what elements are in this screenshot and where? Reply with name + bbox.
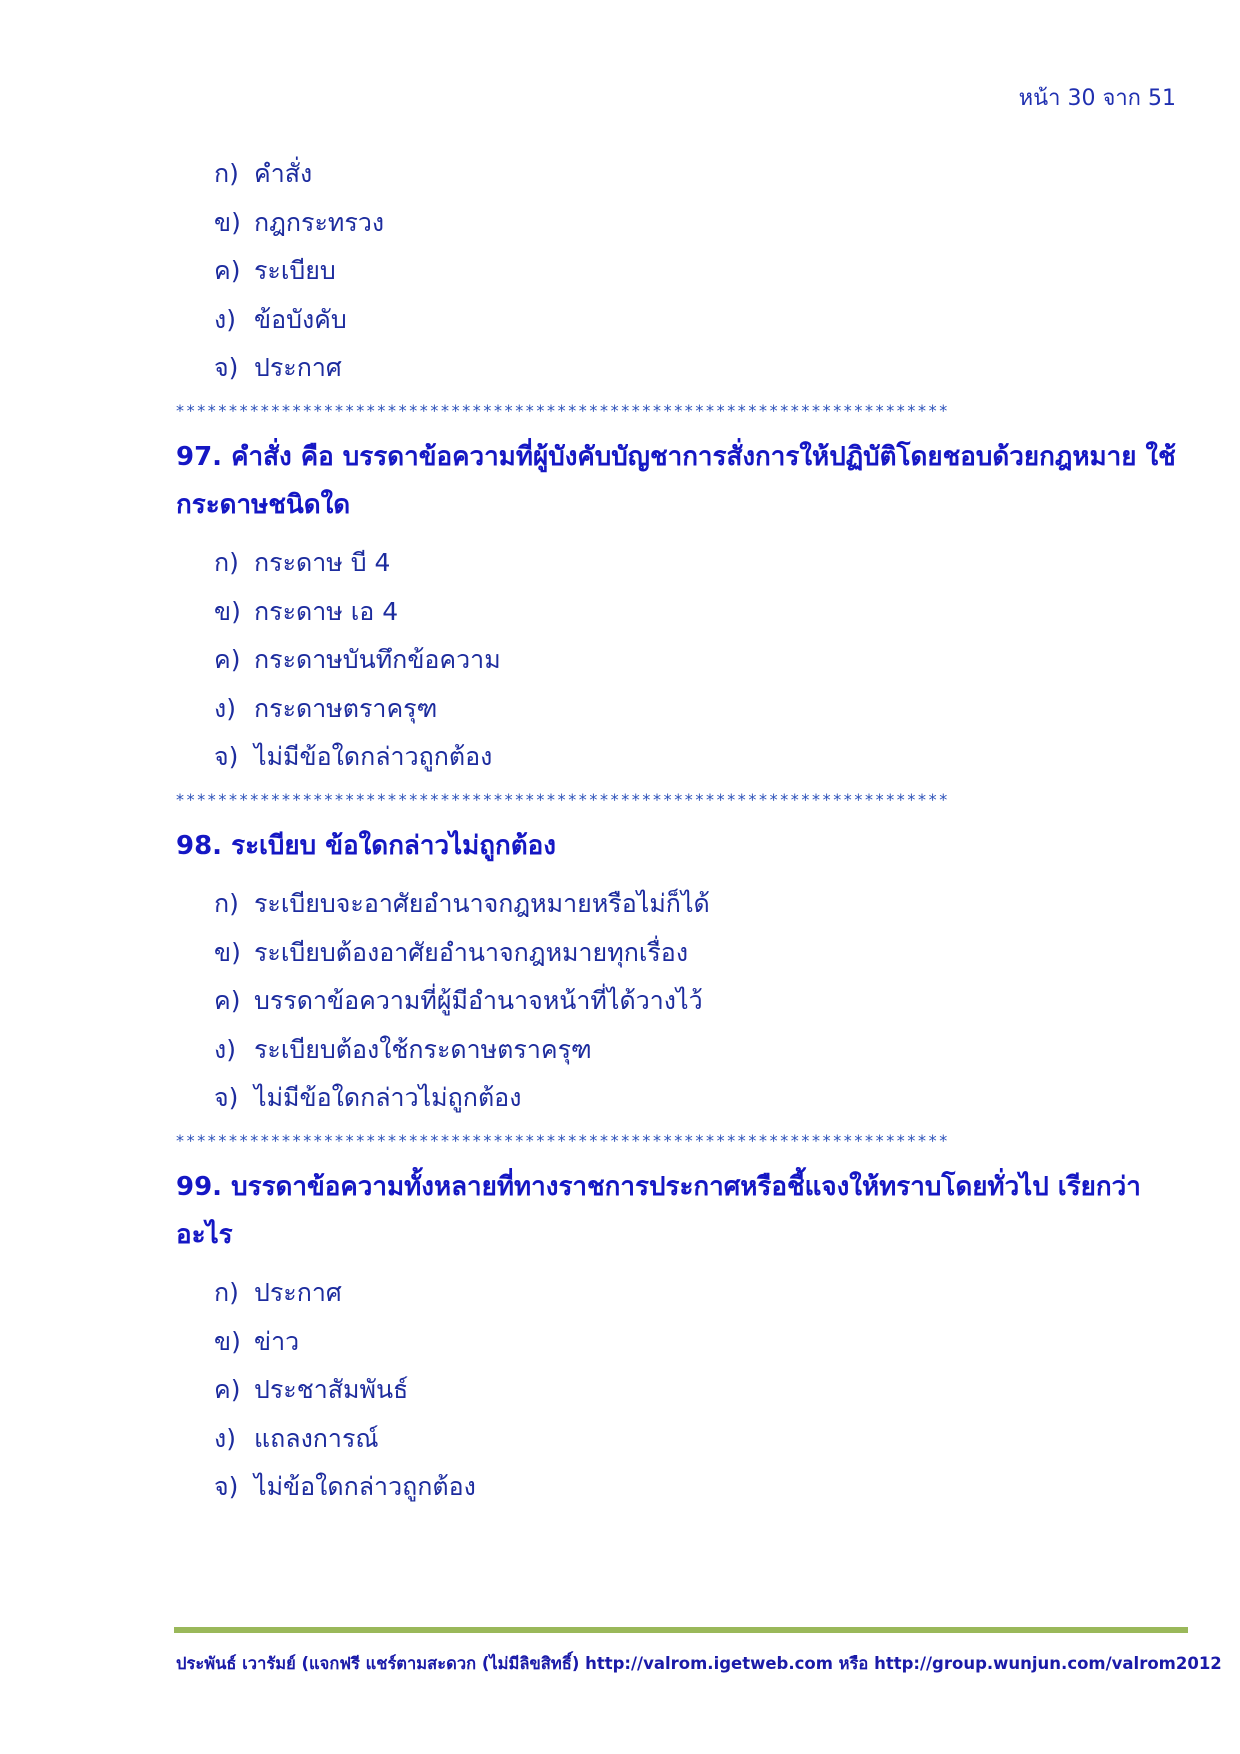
answer-choice [176,1318,1176,1367]
answer-choice [176,150,1176,199]
answer-choice [176,1366,1176,1415]
answer-choice [176,977,1176,1026]
question-text: 97. คำสั่ง คือ บรรดาข้อความที่ผู้บังคับบัญชาการสั่งการให้ปฏิบัติโดยชอบด้วยกฎหมาย ใช้กระดาษชนิดใด [176,441,1176,520]
choice-letter: ก) [214,888,239,918]
question-block [176,1163,1176,1512]
choice-letter: ง) [214,693,236,723]
choice-letter: ข) [214,1326,241,1356]
answer-choice [176,1463,1176,1512]
choice-text: ระเบียบต้องอาศัยอำนาจกฎหมายทุกเรื่อง [254,937,689,967]
choice-text: กระดาษบันทึกข้อความ [254,645,501,675]
choice-text: ข้อบังคับ [254,304,347,334]
choice-letter: จ) [214,742,239,772]
question-text: 99. บรรดาข้อความทั้งหลายที่ทางราชการประกาศหรือชี้แจงให้ทราบโดยทั่วไป เรียกว่าอะไร [176,1171,1141,1250]
choice-text: ไม่มีข้อใดกล่าวไม่ถูกต้อง [254,1083,522,1113]
choice-text: ประชาสัมพันธ์ [254,1375,409,1405]
question-block [176,822,1176,1159]
choice-text: ระเบียบจะอาศัยอำนาจกฎหมายหรือไม่ก็ได้ [254,888,710,918]
choice-text: ไม่ข้อใดกล่าวถูกต้อง [254,1472,476,1502]
choice-letter: จ) [214,1472,239,1502]
question-text: 98. ระเบียบ ข้อใดกล่าวไม่ถูกต้อง [176,830,556,861]
answer-choice [176,588,1176,637]
question-list [176,433,1176,1512]
choice-text: กระดาษ เอ 4 [254,596,399,626]
answer-choice [176,685,1176,734]
choice-letter: ค) [214,645,241,675]
choice-letter: ก) [214,159,239,188]
footer-divider [174,1627,1188,1633]
choice-text: ระเบียบ [254,256,336,286]
choice-text: ระเบียบต้องใช้กระดาษตราครุฑ [254,1034,592,1064]
choice-text: บรรดาข้อความที่ผู้มีอำนาจหน้าที่ได้วางไว้ [254,986,703,1016]
separator: ************************************************************************* [176,400,950,420]
answer-choice [176,247,1176,296]
choice-letter: ข) [214,937,241,967]
separator: ************************************************************************* [176,789,950,809]
choice-text: คำสั่ง [254,159,313,188]
choice-text: ข่าว [254,1326,300,1356]
answer-choice [176,1269,1176,1318]
choice-letter: ง) [214,1034,236,1064]
page-number: หน้า 30 จาก 51 [1018,86,1176,111]
choice-letter: ค) [214,1375,241,1405]
choice-text: ประกาศ [254,1277,342,1307]
answer-choice [176,539,1176,588]
choice-text: ประกาศ [254,353,342,383]
separator: ************************************************************************* [176,1130,950,1150]
choice-letter: จ) [214,353,239,383]
answer-choice [176,1415,1176,1464]
previous-question-choices [176,150,1176,393]
choice-letter: ก) [214,1277,239,1307]
answer-choice [176,880,1176,929]
answer-choice [176,344,1176,393]
answer-choice [176,929,1176,978]
choice-letter: ค) [214,986,241,1016]
answer-choice [176,733,1176,782]
choice-letter: ค) [214,256,241,286]
answer-choice [176,1026,1176,1075]
choice-text: กฎกระทรวง [254,207,385,237]
choice-letter: ง) [214,1423,236,1453]
answer-choice [176,199,1176,248]
choice-letter: ง) [214,304,236,334]
choice-text: กระดาษตราครุฑ [254,693,438,723]
choice-text: ไม่มีข้อใดกล่าวถูกต้อง [254,742,493,772]
footer-credit: ประพันธ์ เวารัมย์ (แจกฟรี แชร์ตามสะดวก (ไม่มีลิขสิทธิ์) http://valrom.igetweb.com หรือ http://group.wunjun.com/valrom2012 [176,1654,1222,1673]
question-block [176,433,1176,818]
choice-letter: ข) [214,207,241,237]
answer-choice [176,296,1176,345]
answer-choice [176,1074,1176,1123]
quiz-content [176,150,1176,1512]
choice-text: กระดาษ บี 4 [254,547,391,577]
choice-text: แถลงการณ์ [254,1423,379,1453]
answer-choice [176,636,1176,685]
choice-letter: ก) [214,547,239,577]
choice-letter: ข) [214,596,241,626]
choice-letter: จ) [214,1083,239,1113]
